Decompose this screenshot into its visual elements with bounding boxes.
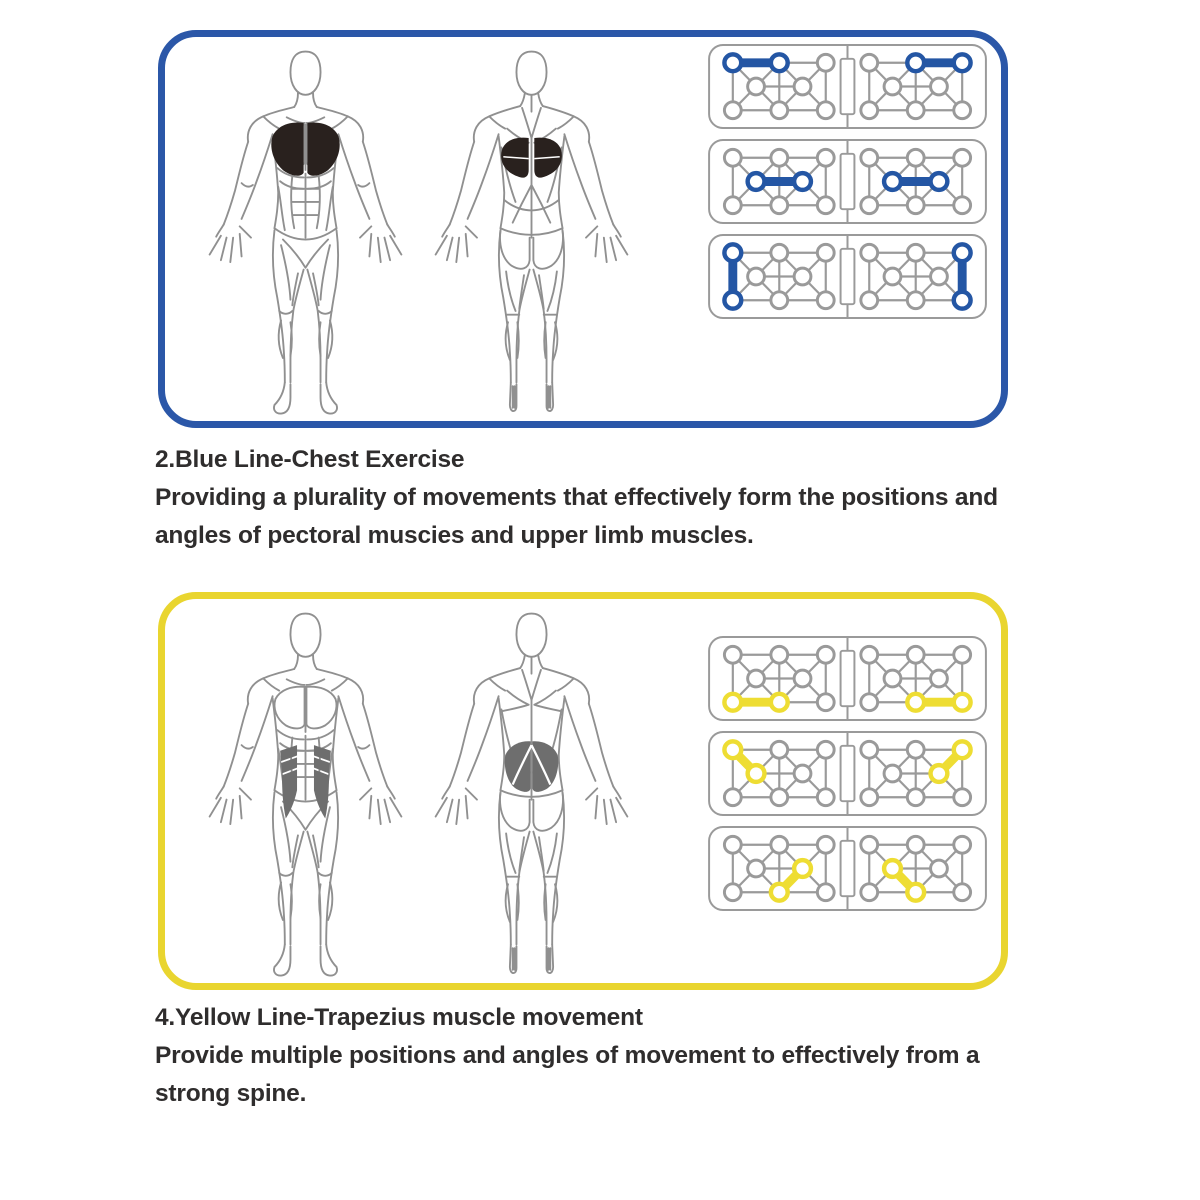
board-diagrams-yellow — [706, 635, 989, 912]
blue-caption — [155, 441, 1045, 555]
board-diagrams-blue — [706, 43, 989, 320]
body-front-chest-figure — [188, 44, 423, 420]
body-back-upperback-figure — [414, 44, 649, 420]
blue-caption-line2: angles of pectoral muscies and upper limb muscles. — [155, 522, 754, 549]
yellow-caption-title: 4.Yellow Line-Trapezius muscle movement — [155, 1004, 643, 1031]
board-position-diagram — [706, 635, 989, 722]
yellow-caption-line1: Provide multiple positions and angles of movement to effectively from a — [155, 1042, 980, 1069]
blue-exercise-panel — [158, 30, 1008, 428]
board-position-diagram — [706, 730, 989, 817]
body-back-lowerback-figure — [414, 606, 649, 982]
blue-caption-line1: Providing a plurality of movements that effectively form the positions and — [155, 484, 998, 511]
body-front-obliques-figure — [188, 606, 423, 982]
yellow-exercise-panel — [158, 592, 1008, 990]
board-position-diagram — [706, 825, 989, 912]
board-position-diagram — [706, 43, 989, 130]
yellow-caption-line2: strong spine. — [155, 1080, 307, 1107]
blue-caption-title: 2.Blue Line-Chest Exercise — [155, 446, 465, 473]
yellow-caption — [155, 999, 1045, 1113]
board-position-diagram — [706, 233, 989, 320]
board-position-diagram — [706, 138, 989, 225]
